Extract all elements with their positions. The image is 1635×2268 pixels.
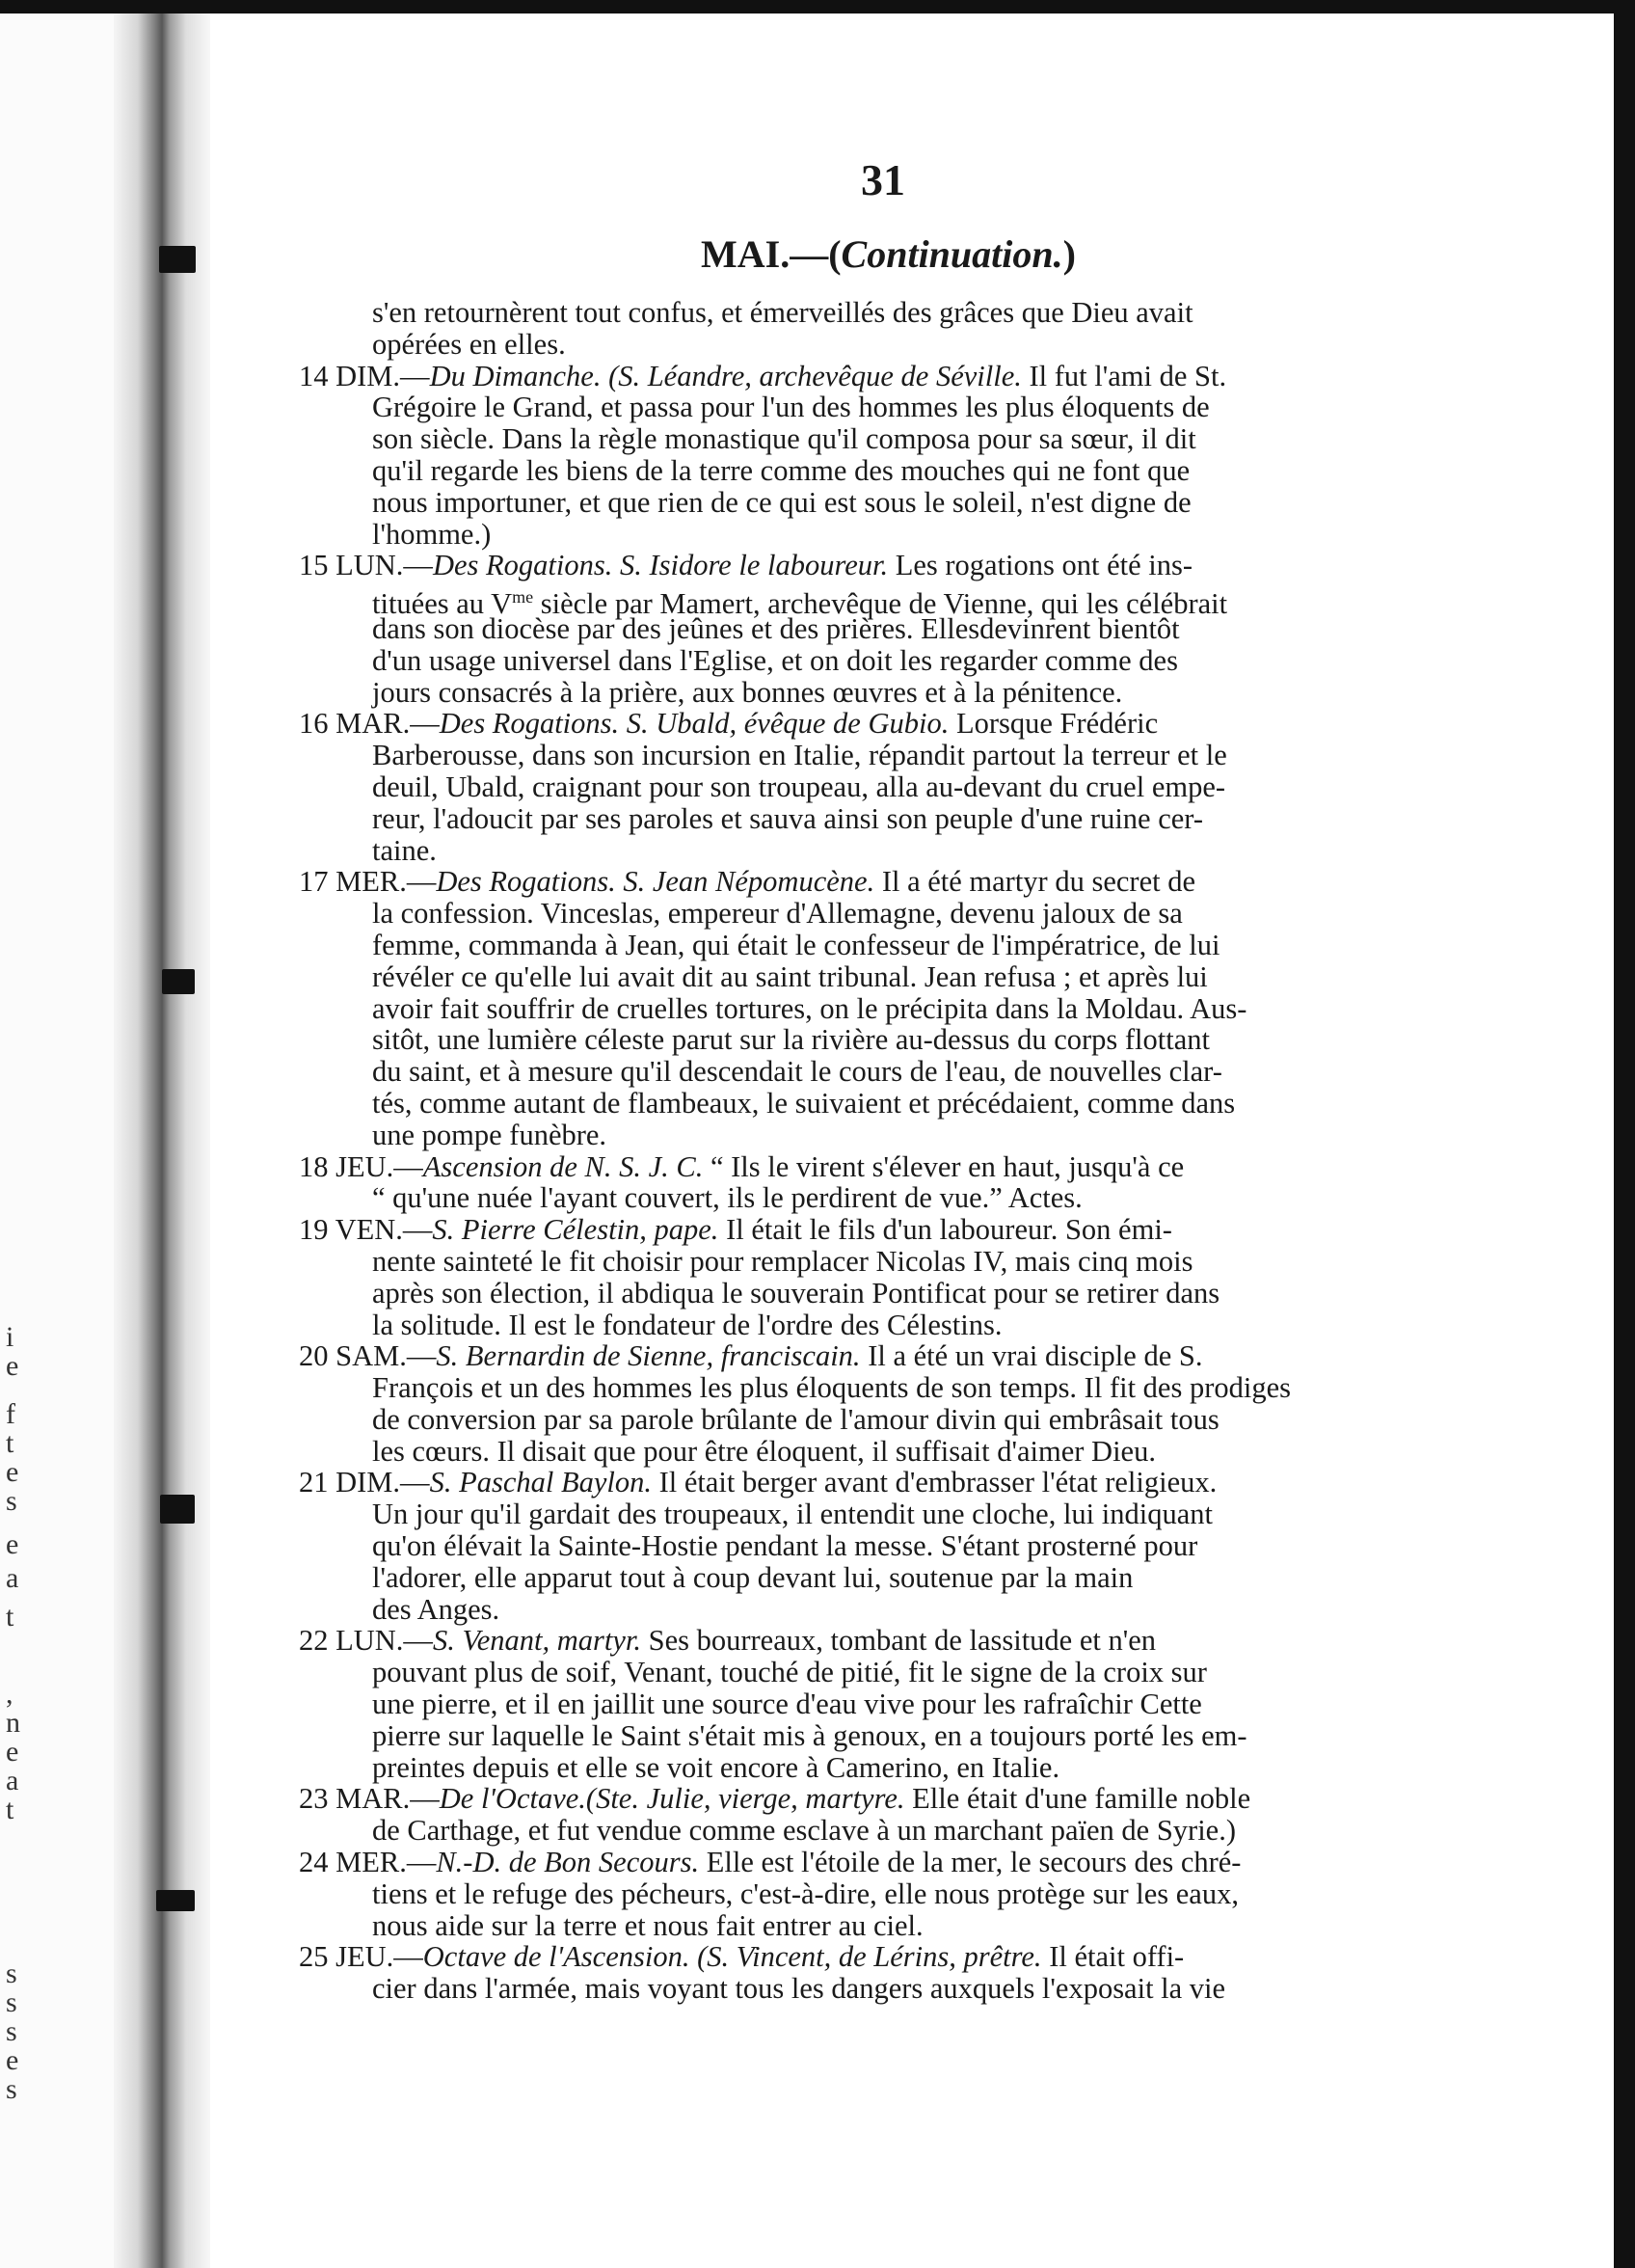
text-line (299, 581, 1446, 621)
text-span: 16 MAR.— (299, 707, 440, 741)
text-span: Un jour qu'il gardait des troupeaux, il entendit une cloche, lui indiquant (372, 1498, 1213, 1531)
calendar-entry-line (299, 1783, 1446, 1815)
calendar-entry-line (299, 1214, 1446, 1246)
text-span: après son élection, il abdiqua le souverain Pontificat pour se retirer dans (372, 1276, 1220, 1310)
text-span: Elle est l'étoile de la mer, le secours des chré- (699, 1846, 1242, 1879)
text-span: 17 MER.— (299, 865, 437, 899)
text-span: 19 VEN.— (299, 1213, 433, 1247)
text-span: dans son diocèse par des jeûnes et des prières. Ellesdevinrent bientôt (372, 611, 1180, 645)
text-span: tés, comme autant de flambeaux, le suivaient et précédaient, comme dans (372, 1086, 1236, 1120)
italic-span: Du Dimanche. (S. Léandre, archevêque de Séville. (429, 359, 1022, 392)
italic-span: N.-D. de Bon Secours. (436, 1846, 700, 1879)
text-line (299, 1056, 1446, 1088)
text-span: 20 SAM.— (299, 1339, 437, 1373)
binding-thread-mark (162, 969, 195, 994)
text-span: qu'on élévait la Sainte-Hostie pendant la messe. S'étant prosterné pour (372, 1529, 1198, 1563)
text-line (299, 1815, 1446, 1847)
margin-letter: e (6, 1736, 19, 1768)
text-span: avoir fait souffrir de cruelles tortures, on le précipita dans la Moldau. Aus- (372, 991, 1247, 1025)
text-span: opérées en elles. (372, 327, 566, 361)
calendar-entry-line (299, 1625, 1446, 1657)
text-span: tiens et le refuge des pécheurs, c'est-à-dire, elle nous protège sur les eaux, (372, 1876, 1239, 1910)
scan-border-right (1614, 0, 1635, 2268)
text-line (299, 1720, 1446, 1752)
text-line (299, 1182, 1446, 1214)
calendar-entry-line (299, 708, 1446, 740)
text-span: de Carthage, et fut vendue comme esclave à un marchant païen de Syrie.) (372, 1814, 1236, 1848)
calendar-entry-line (299, 1467, 1446, 1498)
margin-letter: s (6, 1958, 17, 1989)
text-span: l'adorer, elle apparut tout à coup devant lui, soutenue par la main (372, 1560, 1134, 1594)
text-line (299, 993, 1446, 1025)
text-span: François et un des hommes les plus éloquents de son temps. Il fit des prodiges (372, 1371, 1291, 1405)
heading-main: MAI.—( (701, 232, 842, 276)
margin-letter: s (6, 2015, 17, 2047)
italic-span: Ascension de N. S. J. C. (422, 1149, 704, 1183)
text-line (299, 740, 1446, 771)
text-span: pierre sur laquelle le Saint s'était mis à genoux, en a toujours porté les em- (372, 1718, 1247, 1752)
text-span: “ Ils le virent s'élever en haut, jusqu'à ce (703, 1149, 1185, 1183)
text-span: Elle était d'une famille noble (904, 1782, 1251, 1816)
text-span: une pierre, et il en jaillit une source d'eau vive pour les rafraîchir Cette (372, 1688, 1202, 1721)
italic-span: S. Paschal Baylon. (429, 1466, 652, 1499)
text-line (299, 1688, 1446, 1720)
text-line (299, 930, 1446, 961)
text-span: nous importuner, et que rien de ce qui est sous le soleil, n'est digne de (372, 485, 1192, 519)
text-line (299, 1562, 1446, 1594)
calendar-entry-line (299, 1340, 1446, 1372)
text-span: 14 DIM.— (299, 359, 430, 392)
margin-letter: t (6, 1427, 14, 1459)
text-span: nous aide sur la terre et nous fait entrer au ciel. (372, 1908, 924, 1942)
text-line (299, 1530, 1446, 1562)
text-line (299, 1973, 1446, 2005)
text-line (299, 677, 1446, 709)
text-span: la confession. Vinceslas, empereur d'Allemagne, devenu jaloux de sa (372, 897, 1183, 931)
text-span: me (512, 587, 534, 608)
page-number: 31 (861, 155, 905, 204)
text-span: Lorsque Frédéric (949, 707, 1159, 741)
text-span: Il a été un vrai disciple de S. (860, 1339, 1203, 1373)
text-span: s'en retournèrent tout confus, et émerveillés des grâces que Dieu avait (372, 296, 1193, 329)
text-span: les cœurs. Il disait que pour être éloquent, il suffisait d'aimer Dieu. (372, 1434, 1156, 1468)
margin-letter: i (6, 1321, 14, 1353)
text-span: de conversion par sa parole brûlante de l'amour divin qui embrâsait tous (372, 1402, 1220, 1436)
text-line (299, 1404, 1446, 1436)
text-span: tituées au V (372, 587, 513, 621)
text-line (299, 1372, 1446, 1404)
text-span: l'homme.) (372, 517, 492, 551)
text-span: femme, commanda à Jean, qui était le confesseur de l'impératrice, de lui (372, 928, 1220, 961)
text-span: des Anges. (372, 1592, 500, 1626)
text-line (299, 329, 1446, 361)
text-span: reur, l'adoucit par ses paroles et sauva ainsi son peuple d'une ruine cer- (372, 801, 1203, 835)
margin-letter: n (6, 1707, 20, 1739)
margin-letter: e (6, 2044, 19, 2076)
text-line (299, 297, 1446, 329)
text-line (299, 1120, 1446, 1151)
italic-span: De l'Octave.(Ste. Julie, vierge, martyre. (439, 1782, 905, 1816)
text-line (299, 1594, 1446, 1626)
text-span: 25 JEU.— (299, 1940, 423, 1974)
text-line (299, 1657, 1446, 1688)
margin-letter: s (6, 1485, 17, 1517)
text-span: cier dans l'armée, mais voyant tous les dangers auxquels l'exposait la vie (372, 1972, 1226, 2006)
italic-span: Des Rogations. S. Jean Népomucène. (436, 865, 875, 899)
text-span: pouvant plus de soif, Venant, touché de pitié, fit le signe de la croix sur (372, 1656, 1207, 1689)
text-line (299, 771, 1446, 803)
binding-thread-mark (156, 1890, 195, 1911)
text-span: Les rogations ont été ins- (888, 549, 1193, 582)
text-line (299, 487, 1446, 519)
calendar-entry-line (299, 1847, 1446, 1878)
italic-span: Des Rogations. S. Isidore le laboureur. (432, 549, 889, 582)
text-span: Il a été martyr du secret de (874, 865, 1195, 899)
text-span: 23 MAR.— (299, 1782, 440, 1816)
calendar-entry-line (299, 866, 1446, 898)
text-span: Il était offi- (1041, 1940, 1185, 1974)
text-line (299, 961, 1446, 993)
text-span: Il était le fils d'un laboureur. Son émi- (718, 1213, 1172, 1247)
text-span: une pompe funèbre. (372, 1118, 607, 1151)
italic-span: S. Venant, martyr. (432, 1624, 641, 1658)
text-span: révéler ce qu'elle lui avait dit au saint tribunal. Jean refusa ; et après lui (372, 959, 1208, 993)
text-line (299, 1246, 1446, 1278)
italic-span: Des Rogations. S. Ubald, évêque de Gubio. (439, 707, 950, 741)
text-line (299, 1024, 1446, 1056)
text-span: taine. (372, 833, 437, 867)
calendar-text (299, 297, 1446, 2005)
binding-thread-mark (160, 1495, 195, 1524)
text-line (299, 519, 1446, 551)
heading-italic: Continuation. (841, 232, 1063, 276)
text-span: sitôt, une lumière céleste parut sur la rivière au-dessus du corps flottant (372, 1023, 1210, 1057)
text-line (299, 645, 1446, 677)
text-span: 24 MER.— (299, 1846, 437, 1879)
text-span: d'un usage universel dans l'Eglise, et on doit les regarder comme des (372, 643, 1178, 677)
text-span: 18 JEU.— (299, 1149, 423, 1183)
margin-letter: a (6, 1562, 19, 1594)
text-span: la solitude. Il est le fondateur de l'ordre des Célestins. (372, 1308, 1003, 1341)
text-span: Ses bourreaux, tombant de lassitude et n'en (640, 1624, 1157, 1658)
text-span: qu'il regarde les biens de la terre comme des mouches qui ne font que (372, 453, 1191, 487)
calendar-entry-line (299, 1941, 1446, 1973)
text-span: jours consacrés à la prière, aux bonnes œuvres et à la pénitence. (372, 675, 1123, 709)
text-line (299, 613, 1446, 645)
scan-border-top (0, 0, 1635, 14)
text-span: Il fut l'ami de St. (1021, 359, 1227, 392)
book-gutter (114, 0, 210, 2268)
text-line (299, 835, 1446, 867)
calendar-entry-line (299, 550, 1446, 581)
text-line (299, 1910, 1446, 1942)
margin-letter: e (6, 1456, 19, 1488)
text-span: siècle par Mamert, archevêque de Vienne, qui les célébrait (533, 587, 1228, 621)
margin-letter: a (6, 1765, 19, 1796)
italic-span: S. Pierre Célestin, pape. (432, 1213, 719, 1247)
text-line (299, 1088, 1446, 1120)
text-span: Grégoire le Grand, et passa pour l'un des hommes les plus éloquents de (372, 391, 1210, 424)
left-page-margin-letters (0, 0, 29, 2268)
margin-letter: t (6, 1601, 14, 1633)
heading-end: ) (1062, 232, 1076, 276)
text-span: “ qu'une nuée l'ayant couvert, ils le perdirent de vue.” Actes. (372, 1181, 1083, 1215)
text-span: 22 LUN.— (299, 1624, 433, 1658)
text-line (299, 455, 1446, 487)
margin-letter: s (6, 2073, 17, 2105)
text-line (299, 1878, 1446, 1910)
text-span: 21 DIM.— (299, 1466, 430, 1499)
italic-span: Octave de l'Ascension. (S. Vincent, de Lérins, prêtre. (422, 1940, 1042, 1974)
text-line (299, 423, 1446, 455)
calendar-entry-line (299, 1151, 1446, 1183)
text-line (299, 1498, 1446, 1530)
text-span: Il était berger avant d'embrasser l'état religieux. (651, 1466, 1218, 1499)
text-span: Barberousse, dans son incursion en Italie, répandit partout la terreur et le (372, 739, 1227, 772)
binding-thread-mark (159, 246, 196, 273)
text-line (299, 898, 1446, 930)
italic-span: S. Bernardin de Sienne, franciscain. (436, 1339, 861, 1373)
page-heading (701, 231, 1076, 277)
text-span: du saint, et à mesure qu'il descendait le cours de l'eau, de nouvelles clar- (372, 1055, 1222, 1089)
text-line (299, 1752, 1446, 1784)
text-line (299, 803, 1446, 835)
text-line (299, 1278, 1446, 1310)
text-span: son siècle. Dans la règle monastique qu'il composa pour sa sœur, il dit (372, 422, 1196, 456)
text-line (299, 1436, 1446, 1468)
margin-letter: t (6, 1794, 14, 1825)
margin-letter: e (6, 1350, 19, 1382)
text-line (299, 392, 1446, 423)
margin-letter: s (6, 1986, 17, 2018)
text-line (299, 1310, 1446, 1341)
margin-letter: e (6, 1528, 19, 1560)
calendar-entry-line (299, 361, 1446, 392)
text-span: nente sainteté le fit choisir pour remplacer Nicolas IV, mais cinq mois (372, 1244, 1193, 1278)
margin-letter: , (6, 1678, 13, 1710)
text-span: deuil, Ubald, craignant pour son troupeau, alla au-devant du cruel empe- (372, 770, 1226, 803)
text-span: preintes depuis et elle se voit encore à Camerino, en Italie. (372, 1750, 1060, 1784)
margin-letter: f (6, 1398, 15, 1430)
text-span: 15 LUN.— (299, 549, 433, 582)
